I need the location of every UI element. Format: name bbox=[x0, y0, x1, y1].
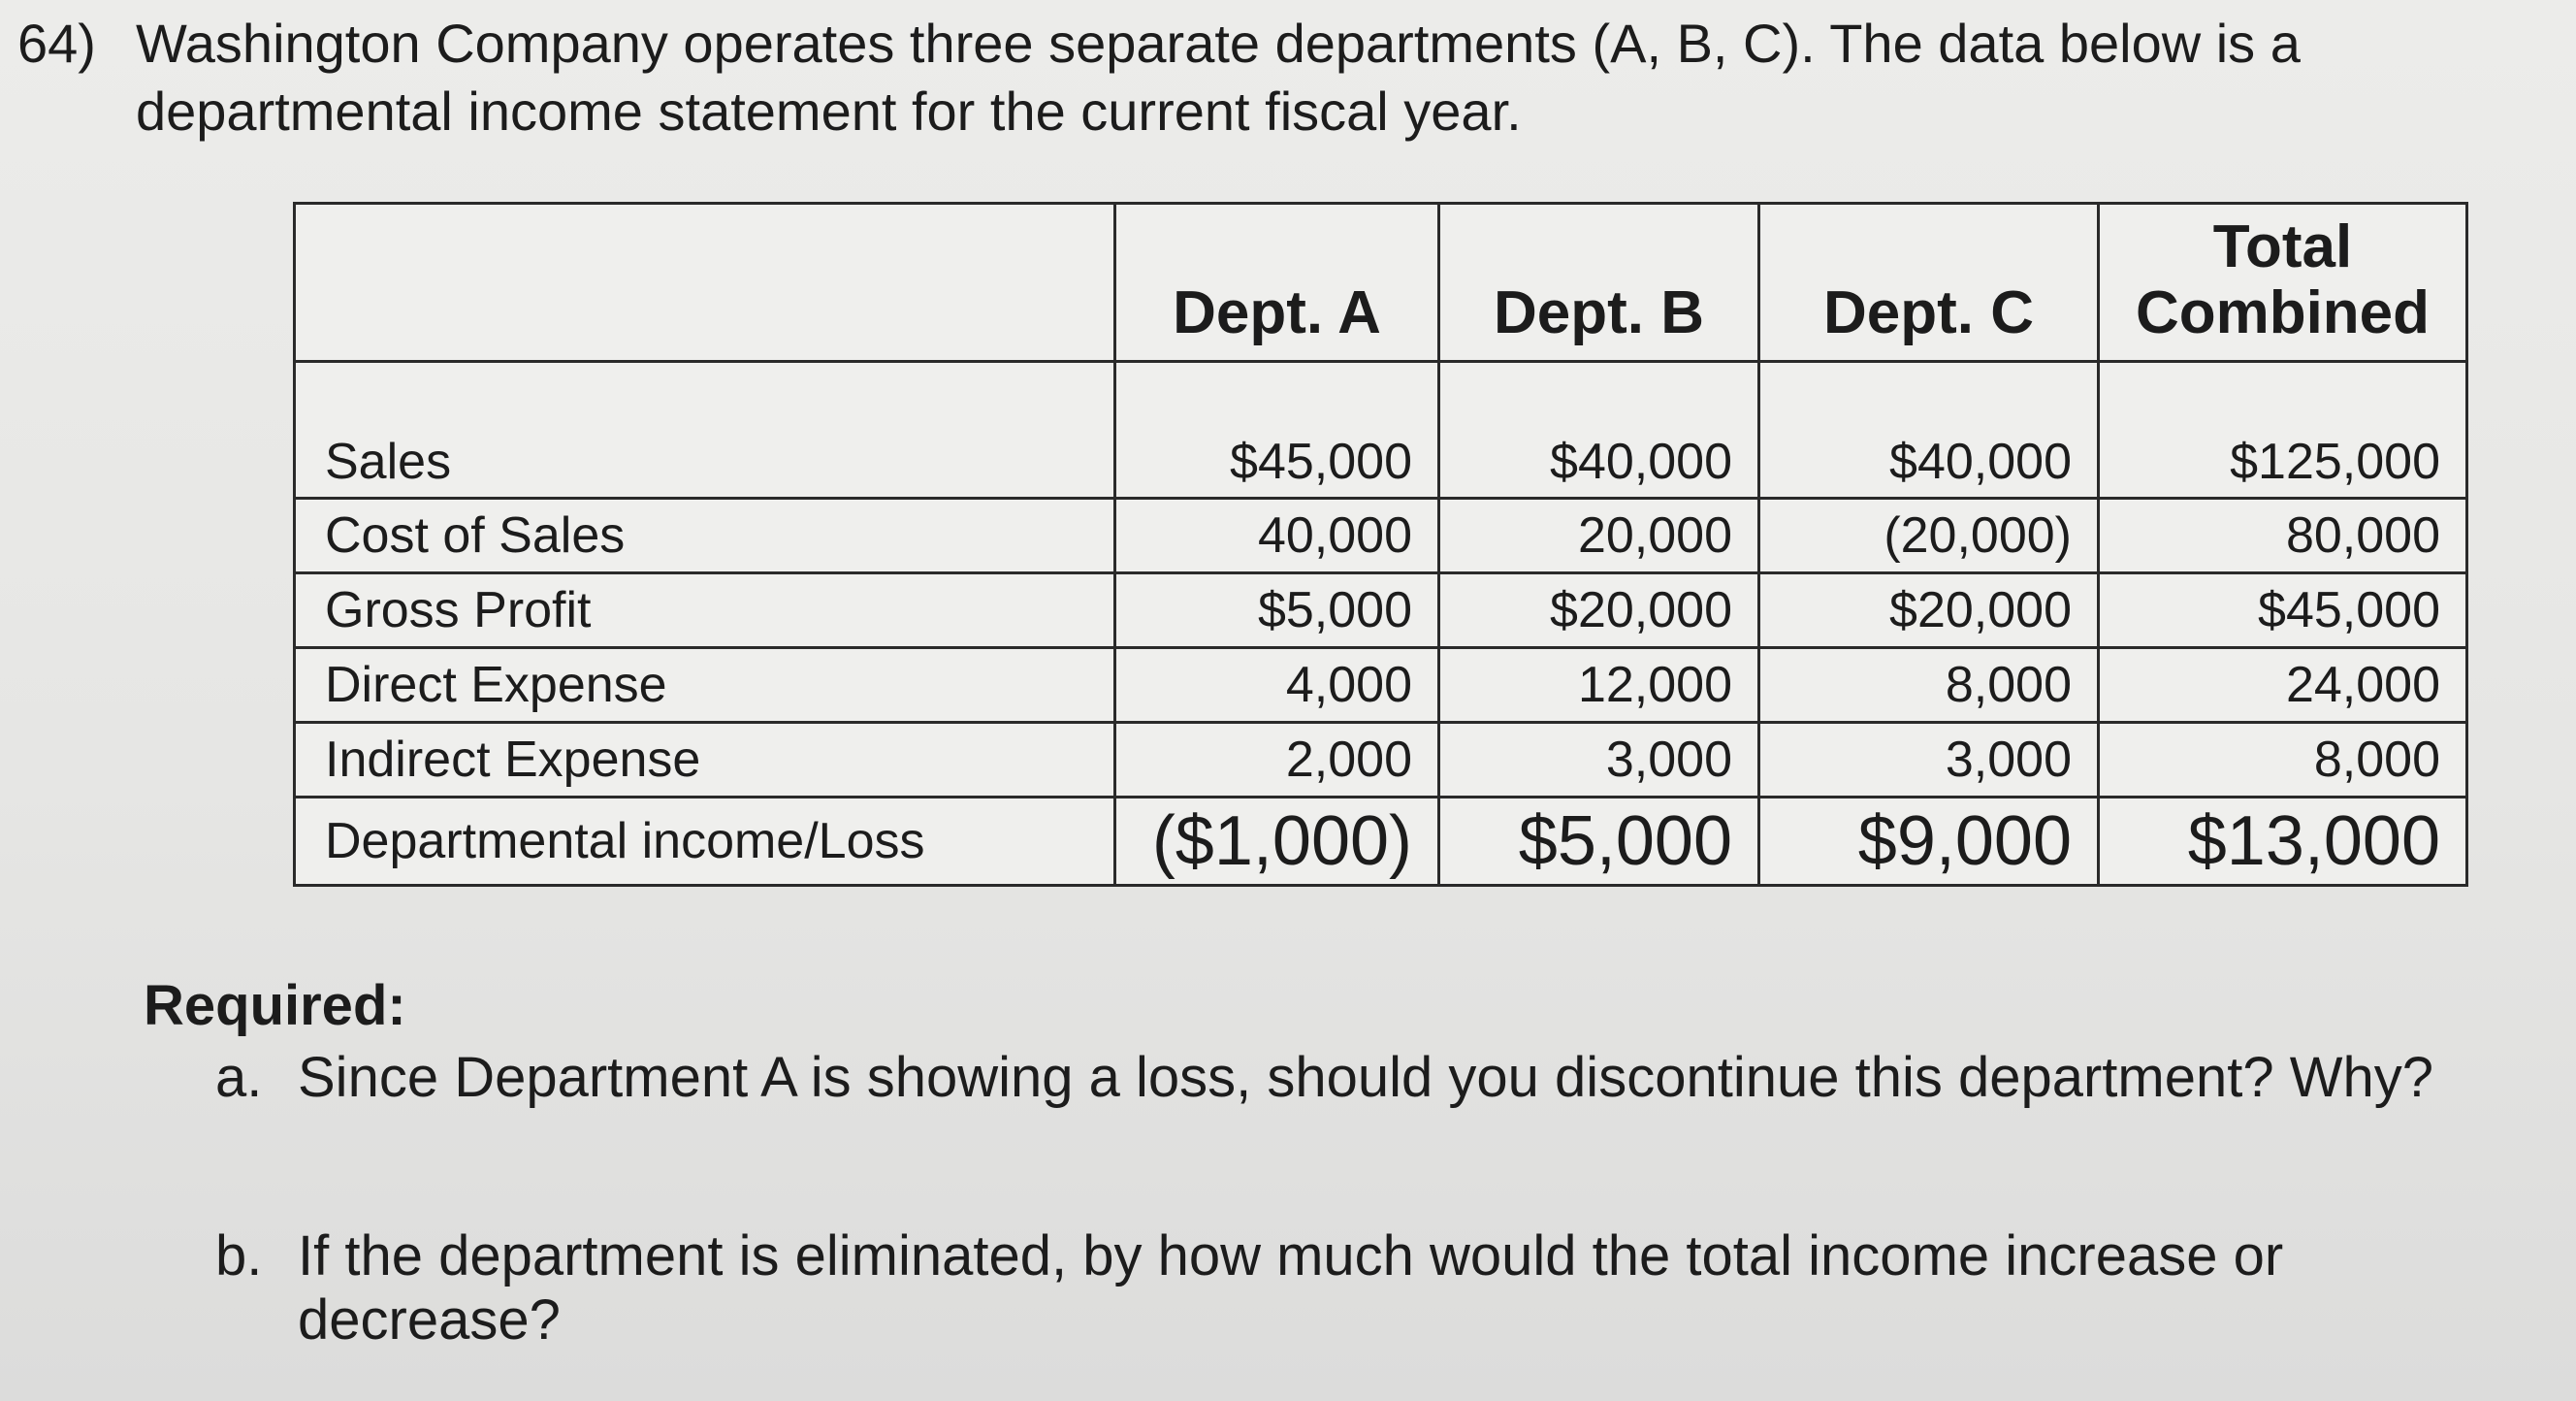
question-marker: b. bbox=[215, 1224, 263, 1287]
question-a bbox=[215, 1046, 2524, 1182]
table-row bbox=[295, 648, 2467, 723]
row-label: Sales bbox=[295, 362, 1115, 499]
cell-dept-c: (20,000) bbox=[1759, 499, 2099, 573]
cell-total: $125,000 bbox=[2099, 362, 2467, 499]
cell-dept-b: 3,000 bbox=[1439, 723, 1759, 798]
question-marker: a. bbox=[215, 1046, 263, 1109]
required-heading: Required: bbox=[144, 974, 406, 1037]
row-label: Gross Profit bbox=[295, 573, 1115, 648]
row-label: Departmental income/Loss bbox=[295, 798, 1115, 886]
cell-total: 8,000 bbox=[2099, 723, 2467, 798]
question-text: If the department is eliminated, by how much would the total income increase or decrease? bbox=[298, 1224, 2284, 1352]
header-cell-total-combined: Total Combined bbox=[2099, 204, 2467, 362]
table-row bbox=[295, 362, 2467, 499]
cell-dept-c: 8,000 bbox=[1759, 648, 2099, 723]
cell-dept-c: $40,000 bbox=[1759, 362, 2099, 499]
table-row bbox=[295, 573, 2467, 648]
cell-dept-b: $40,000 bbox=[1439, 362, 1759, 499]
cell-dept-c: $9,000 bbox=[1759, 798, 2099, 886]
cell-dept-c: $20,000 bbox=[1759, 573, 2099, 648]
cell-dept-a: $5,000 bbox=[1115, 573, 1439, 648]
row-label: Direct Expense bbox=[295, 648, 1115, 723]
header-cell-dept-b: Dept. B bbox=[1439, 204, 1759, 362]
row-label: Cost of Sales bbox=[295, 499, 1115, 573]
cell-dept-a: 40,000 bbox=[1115, 499, 1439, 573]
cell-dept-b: $5,000 bbox=[1439, 798, 1759, 886]
table-row bbox=[295, 499, 2467, 573]
income-statement-table-wrapper bbox=[293, 202, 2465, 887]
question-b bbox=[215, 1224, 2524, 1360]
cell-dept-a: 2,000 bbox=[1115, 723, 1439, 798]
cell-dept-c: 3,000 bbox=[1759, 723, 2099, 798]
cell-total: $13,000 bbox=[2099, 798, 2467, 886]
cell-total: 80,000 bbox=[2099, 499, 2467, 573]
table-header-row bbox=[295, 204, 2467, 362]
departmental-income-statement-table bbox=[293, 202, 2468, 887]
problem-text: Washington Company operates three separate departments (A, B, C). The data below is a departmental income statement for the current fiscal year. bbox=[136, 13, 2301, 142]
cell-dept-b: $20,000 bbox=[1439, 573, 1759, 648]
cell-total: $45,000 bbox=[2099, 573, 2467, 648]
table-row bbox=[295, 723, 2467, 798]
cell-dept-a: 4,000 bbox=[1115, 648, 1439, 723]
problem-number: 64) bbox=[17, 13, 96, 74]
cell-dept-b: 12,000 bbox=[1439, 648, 1759, 723]
header-cell-dept-c: Dept. C bbox=[1759, 204, 2099, 362]
header-cell-dept-a: Dept. A bbox=[1115, 204, 1439, 362]
cell-dept-b: 20,000 bbox=[1439, 499, 1759, 573]
cell-dept-a: $45,000 bbox=[1115, 362, 1439, 499]
table-row-departmental-income bbox=[295, 798, 2467, 886]
row-label: Indirect Expense bbox=[295, 723, 1115, 798]
cell-total: 24,000 bbox=[2099, 648, 2467, 723]
question-text: Since Department A is showing a loss, should you discontinue this department? Why? bbox=[298, 1046, 2433, 1109]
cell-dept-a: ($1,000) bbox=[1115, 798, 1439, 886]
header-cell-blank bbox=[295, 204, 1115, 362]
